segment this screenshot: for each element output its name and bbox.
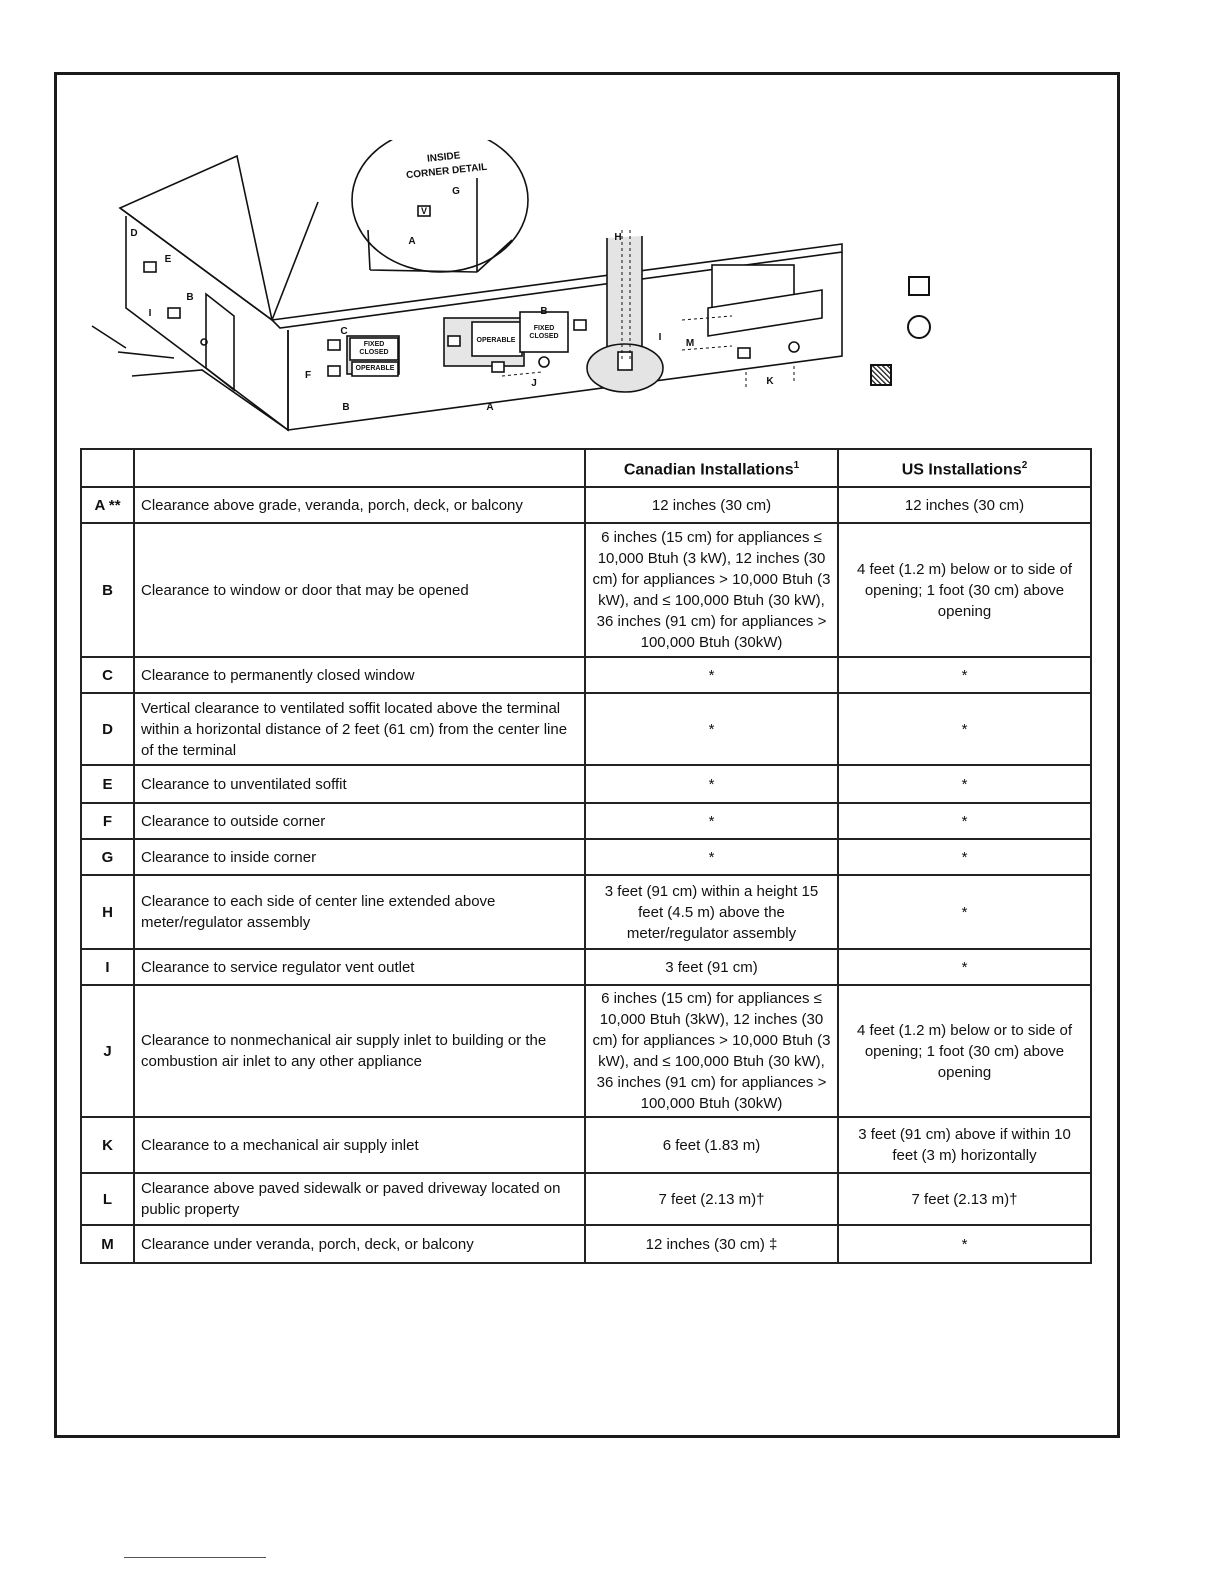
operable-label-2: OPERABLE <box>476 337 516 344</box>
row-canadian: 3 feet (91 cm) within a height 15 feet (4.5 m) above the meter/regulator assembly <box>585 875 838 949</box>
row-letter: D <box>81 693 134 765</box>
closed-label-2: CLOSED <box>529 333 559 340</box>
row-description: Clearance above paved sidewalk or paved driveway located on public property <box>134 1173 585 1225</box>
header-canadian: Canadian Installations$^1$ <box>585 449 838 487</box>
vent-symbol: V <box>420 206 428 216</box>
row-us: 12 inches (30 cm) <box>838 487 1091 523</box>
row-us: * <box>838 657 1091 693</box>
row-us: * <box>838 949 1091 985</box>
row-description: Clearance to each side of center line extended above meter/regulator assembly <box>134 875 585 949</box>
label-b-left: B <box>186 292 194 303</box>
row-letter: F <box>81 803 134 839</box>
label-a: A <box>486 402 494 413</box>
row-us: * <box>838 765 1091 803</box>
label-b-mid: B <box>540 306 548 317</box>
house-clearance-diagram <box>82 140 1092 440</box>
inside-corner-title-2: CORNER DETAIL <box>405 161 488 182</box>
row-canadian: * <box>585 803 838 839</box>
row-description: Clearance to a mechanical air supply inlet <box>134 1117 585 1173</box>
table-row <box>81 1225 1091 1263</box>
label-d: D <box>130 228 138 239</box>
row-us: * <box>838 693 1091 765</box>
legend-square-icon <box>908 276 930 296</box>
row-canadian: * <box>585 765 838 803</box>
table-row <box>81 1117 1091 1173</box>
table-row <box>81 657 1091 693</box>
row-description: Clearance to permanently closed window <box>134 657 585 693</box>
label-k: K <box>766 376 774 387</box>
row-description: Clearance to window or door that may be opened <box>134 523 585 657</box>
clearance-table <box>80 448 1092 1264</box>
row-canadian: 6 feet (1.83 m) <box>585 1117 838 1173</box>
row-description: Vertical clearance to ventilated soffit located above the terminal within a horizontal distance of 2 feet (61 cm) from the center line of the terminal <box>134 693 585 765</box>
row-canadian: * <box>585 657 838 693</box>
row-letter: L <box>81 1173 134 1225</box>
label-e: E <box>164 254 172 265</box>
table-row <box>81 803 1091 839</box>
label-g: G <box>452 186 460 197</box>
row-canadian: * <box>585 693 838 765</box>
row-description: Clearance to service regulator vent outlet <box>134 949 585 985</box>
row-letter: J <box>81 985 134 1117</box>
label-c: C <box>340 326 348 337</box>
label-b-bottom: B <box>342 402 350 413</box>
row-canadian: 3 feet (91 cm) <box>585 949 838 985</box>
label-h: H <box>614 232 622 243</box>
label-a-inset: A <box>408 236 416 247</box>
operable-label-1: OPERABLE <box>355 365 395 372</box>
table-row <box>81 1173 1091 1225</box>
row-letter: I <box>81 949 134 985</box>
row-description: Clearance above grade, veranda, porch, deck, or balcony <box>134 487 585 523</box>
label-j: J <box>531 378 537 389</box>
row-canadian: 12 inches (30 cm) ‡ <box>585 1225 838 1263</box>
table-row <box>81 875 1091 949</box>
row-description: Clearance to unventilated soffit <box>134 765 585 803</box>
closed-label-1: CLOSED <box>359 349 389 356</box>
inside-corner-title-1: INSIDE <box>426 150 461 165</box>
row-letter: C <box>81 657 134 693</box>
table-row <box>81 693 1091 765</box>
row-us: * <box>838 875 1091 949</box>
row-canadian: 6 inches (15 cm) for appliances ≤ 10,000 Btuh (3 kW), 12 inches (30 cm) for appliances > 10,000 Btuh (3 kW), and ≤ 100,000 Btuh (30 kW), 36 inches (91 cm) for appliances > 100,000 Btuh (30kW) <box>585 523 838 657</box>
header-blank <box>81 449 134 487</box>
label-i: I <box>658 332 662 343</box>
row-us: 3 feet (91 cm) above if within 10 feet (3 m) horizontally <box>838 1117 1091 1173</box>
footer-rule <box>124 1557 266 1558</box>
label-m: M <box>685 338 695 349</box>
table-row <box>81 949 1091 985</box>
label-f: F <box>304 370 312 381</box>
table-row <box>81 839 1091 875</box>
row-us: * <box>838 803 1091 839</box>
fixed-label-1: FIXED <box>363 341 385 348</box>
table-header-row <box>81 449 1091 487</box>
row-canadian: 6 inches (15 cm) for appliances ≤ 10,000 Btuh (3kW), 12 inches (30 cm) for appliances > 10,000 Btuh (3 kW), and ≤ 100,000 Btuh (30 kW), 36 inches (91 cm) for appliances > 100,000 Btuh (30kW) <box>585 985 838 1117</box>
row-canadian: 7 feet (2.13 m)† <box>585 1173 838 1225</box>
legend-circle-icon <box>907 315 931 339</box>
row-us: * <box>838 1225 1091 1263</box>
legend-hatched-icon <box>870 364 892 386</box>
table-row <box>81 765 1091 803</box>
table-row <box>81 487 1091 523</box>
header-blank-2 <box>134 449 585 487</box>
row-us: 7 feet (2.13 m)† <box>838 1173 1091 1225</box>
row-us: * <box>838 839 1091 875</box>
table-row <box>81 523 1091 657</box>
row-us: 4 feet (1.2 m) below or to side of opening; 1 foot (30 cm) above opening <box>838 523 1091 657</box>
row-us: 4 feet (1.2 m) below or to side of opening; 1 foot (30 cm) above opening <box>838 985 1091 1117</box>
row-description: Clearance to inside corner <box>134 839 585 875</box>
row-letter: G <box>81 839 134 875</box>
label-l: I <box>148 308 152 319</box>
row-letter: A ** <box>81 487 134 523</box>
row-letter: E <box>81 765 134 803</box>
row-canadian: * <box>585 839 838 875</box>
row-canadian: 12 inches (30 cm) <box>585 487 838 523</box>
row-letter: K <box>81 1117 134 1173</box>
header-us: US Installations$^2$ <box>838 449 1091 487</box>
row-description: Clearance under veranda, porch, deck, or balcony <box>134 1225 585 1263</box>
table-row <box>81 985 1091 1117</box>
row-description: Clearance to nonmechanical air supply inlet to building or the combustion air inlet to any other appliance <box>134 985 585 1117</box>
fixed-label-2: FIXED <box>533 325 555 332</box>
row-description: Clearance to outside corner <box>134 803 585 839</box>
row-letter: H <box>81 875 134 949</box>
row-letter: M <box>81 1225 134 1263</box>
row-letter: B <box>81 523 134 657</box>
